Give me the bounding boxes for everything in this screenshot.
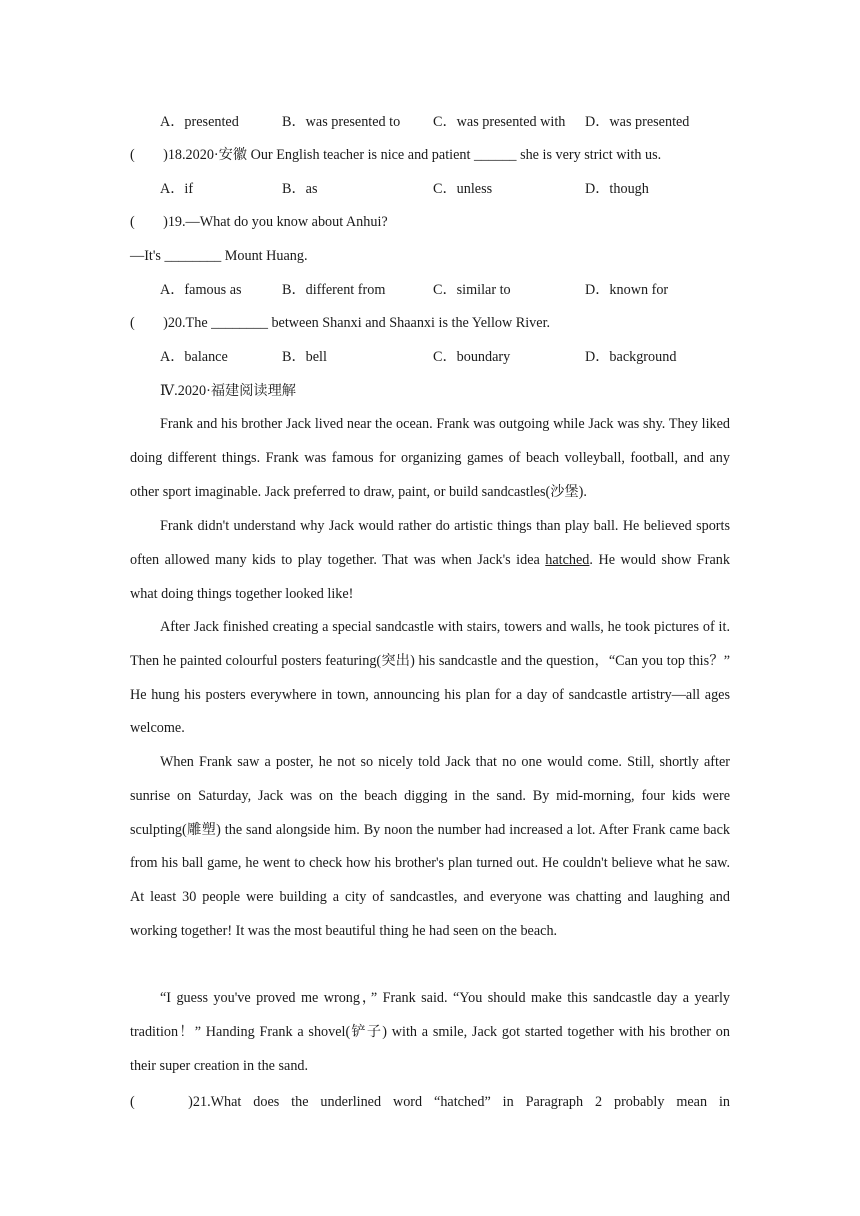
q17-option-d: D．was presented (585, 114, 690, 130)
q18-stem: ( )18.2020·安徽 Our English teacher is nice and patient ______ she is very strict with us. (130, 147, 662, 163)
passage-paragraph-5: “I guess you've proved me wrong，” Frank said. “You should make this sandcastle day a yearly tradition！” Handing Frank a shovel(铲子) with a smile, Jack got started together with his brother on their super creation in the sand. (130, 990, 730, 1074)
q19-stem: ( )19.—What do you know about Anhui? (130, 214, 388, 230)
paragraph-2-text-end: . He would show Frank what doing things together looked like! (130, 551, 730, 602)
q20-option-d: D．background (585, 349, 677, 365)
q19-option-b: B．different from (282, 282, 386, 298)
q20-option-c: C．boundary (433, 349, 511, 365)
q17-option-b: B．was presented to (282, 114, 401, 130)
underlined-word-hatched: hatched (545, 551, 590, 568)
q17-option-a: A．presented (160, 114, 239, 130)
passage-paragraph-1: Frank and his brother Jack lived near the ocean. Frank was outgoing while Jack was shy. They liked doing different things. Frank was famous for organizing games of beach volleyball, football, and any other sport imaginable. Jack preferred to draw, paint, or build sandcastles(沙堡). (130, 416, 730, 500)
q19-option-a: A．famous as (160, 282, 242, 298)
q18-option-d: D．though (585, 181, 649, 197)
q19-option-d: D．known for (585, 282, 669, 298)
q19-answer-line: —It's ________ Mount Huang. (130, 248, 308, 264)
passage-paragraph-3: After Jack finished creating a special sandcastle with stairs, towers and walls, he took pictures of it. Then he painted colourful posters featuring(突出) his sandcastle and the question，“Can you top this？” He hung his posters everywhere in town, announcing his plan for a day of sandcastle artistry—all ages welcome. (130, 619, 730, 737)
passage-paragraph-4: When Frank saw a poster, he not so nicely told Jack that no one would come. Still, shortly after sunrise on Saturday, Jack was on the beach digging in the sand. By mid-morning, four kids were sculpting(雕塑) the sand alongside him. By noon the number had increased a lot. After Frank came back from his ball game, he went to check how his brother's plan turned out. He couldn't believe what he saw. At least 30 people were building a city of sandcastles, and everyone was chatting and laughing and working together! It was the most beautiful thing he had seen on the beach. (130, 754, 730, 939)
q20-option-a: A．balance (160, 349, 228, 365)
q18-option-c: C．unless (433, 181, 493, 197)
q20-stem: ( )20.The ________ between Shanxi and Shaanxi is the Yellow River. (130, 315, 551, 331)
q19-option-c: C．similar to (433, 282, 511, 298)
passage-paragraph-2 (130, 510, 730, 611)
paragraph-2-text-start: Frank didn't understand why Jack would rather do artistic things than play ball. He believed sports often allowed many kids to play together. That was when Jack's idea (130, 518, 730, 568)
q18-option-a: A．if (160, 181, 194, 197)
q17-option-c: C．was presented with (433, 114, 566, 130)
q21-stem: ( )21.What does the underlined word “hatched” in Paragraph 2 probably mean in (130, 1094, 730, 1110)
section-heading: Ⅳ.2020·福建阅读理解 (160, 383, 296, 399)
q20-option-b: B．bell (282, 349, 327, 365)
q18-option-b: B．as (282, 181, 318, 197)
